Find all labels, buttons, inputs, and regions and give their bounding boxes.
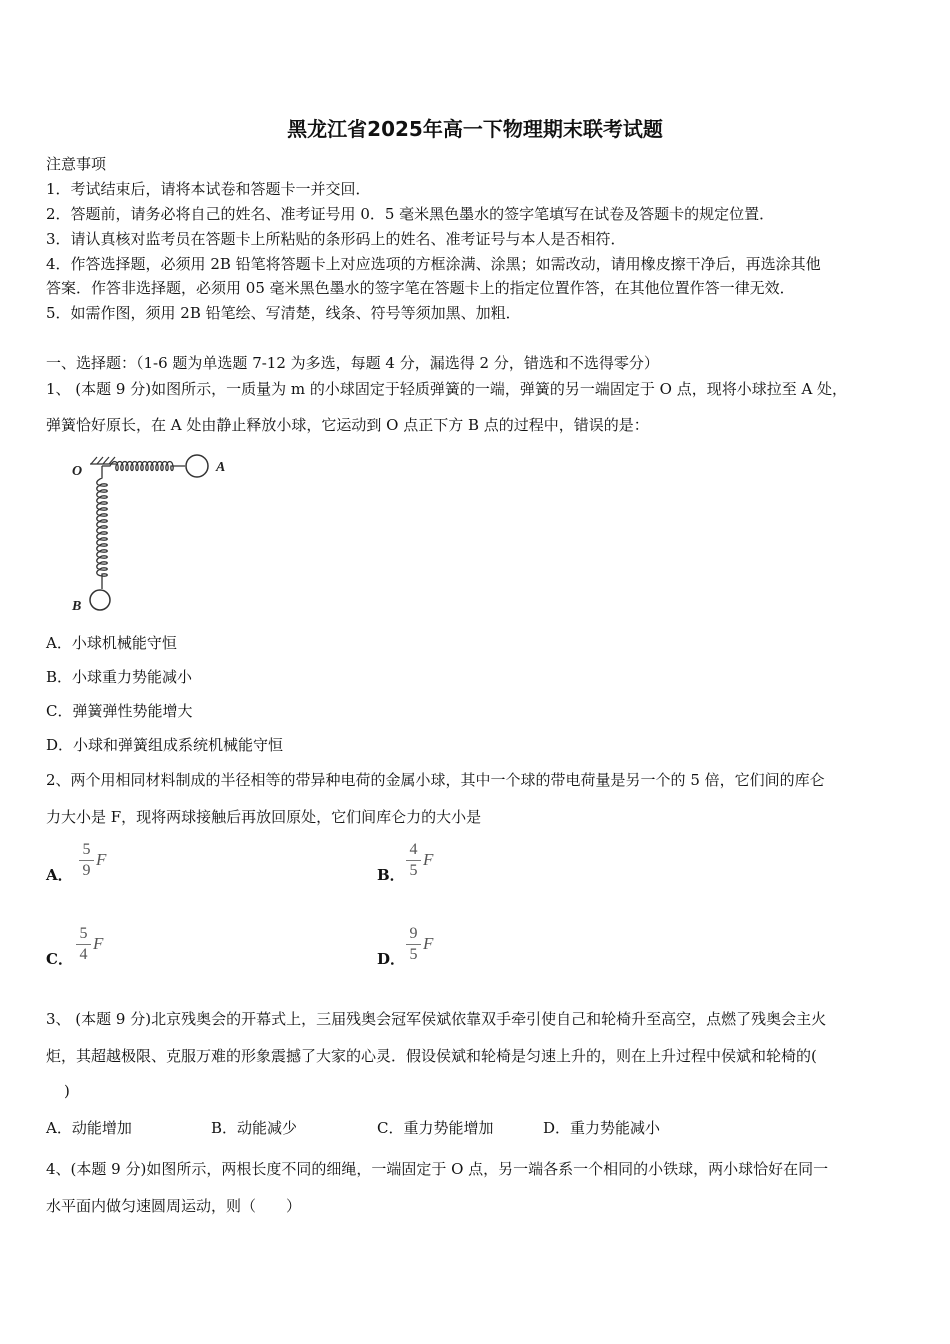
denominator: 5 bbox=[409, 946, 418, 963]
q1-option-a[interactable]: A．小球机械能守恒 bbox=[46, 634, 177, 652]
section-heading: 一、选择题：（1-6 题为单选题 7-12 为多选，每题 4 分，漏选得 2 分，错选和不选得零分） bbox=[46, 354, 659, 372]
q2-option-c-label[interactable]: C． bbox=[46, 950, 73, 968]
numerator: 9 bbox=[409, 925, 418, 942]
denominator: 5 bbox=[409, 862, 418, 879]
q4-stem-line2: 水平面内做匀速圆周运动，则（ ） bbox=[46, 1197, 302, 1215]
q2-option-a-fraction[interactable] bbox=[79, 841, 94, 880]
page-title: 黑龙江省2025年高一下物理期末联考试题 bbox=[287, 117, 663, 141]
ball-a bbox=[186, 455, 208, 477]
fraction-bar bbox=[79, 860, 94, 861]
q2-option-b-fraction[interactable] bbox=[406, 841, 421, 880]
q2-stem-line2: 力大小是 F，现将两球接触后再放回原处，它们间库仑力的大小是 bbox=[46, 808, 482, 826]
q2-stem-line1: 2、两个用相同材料制成的半径相等的带异种电荷的金属小球，其中一个球的带电荷量是另一个的 5 倍，它们间的库仑 bbox=[46, 771, 825, 789]
q1-option-c[interactable]: C．弹簧弹性势能增大 bbox=[46, 702, 193, 720]
q3-stem-line3: ) bbox=[64, 1082, 70, 1100]
horizontal-spring bbox=[102, 462, 185, 471]
q2-option-c-fraction[interactable] bbox=[76, 925, 91, 964]
label-o: O bbox=[72, 464, 83, 479]
q2-option-b-var: F bbox=[423, 850, 434, 869]
q2-option-d-label[interactable]: D． bbox=[377, 950, 406, 968]
q3-option-c[interactable]: C．重力势能增加 bbox=[377, 1119, 494, 1137]
fraction-bar bbox=[76, 944, 91, 945]
notice-item-4: 4．作答选择题，必须用 2B 铅笔将答题卡上对应选项的方框涂满、涂黑；如需改动，请用橡皮擦干净后，再选涂其他 bbox=[46, 255, 821, 273]
q4-stem-line1: 4、(本题 9 分)如图所示，两根长度不同的细绳，一端固定于 O 点，另一端各系一个相同的小铁球，两小球恰好在同一 bbox=[46, 1160, 829, 1178]
notice-item-5: 5．如需作图，须用 2B 铅笔绘、写清楚，线条、符号等须加黑、加粗． bbox=[46, 304, 521, 322]
ball-b bbox=[90, 590, 110, 610]
fraction-bar bbox=[406, 860, 421, 861]
q2-option-a-label[interactable]: A． bbox=[46, 866, 73, 884]
fraction-bar bbox=[406, 944, 421, 945]
q2-option-d-var: F bbox=[423, 934, 434, 953]
notice-heading: 注意事项 bbox=[46, 155, 107, 173]
spring-figure bbox=[60, 448, 240, 618]
label-b: B bbox=[72, 599, 82, 614]
numerator: 5 bbox=[82, 841, 91, 858]
q1-stem-line1: 1、 (本题 9 分)如图所示，一质量为 m 的小球固定于轻质弹簧的一端，弹簧的另一端固定于 O 点，现将小球拉至 A 处， bbox=[46, 380, 848, 398]
q2-option-c-var: F bbox=[93, 934, 104, 953]
notice-item-2: 2．答题前，请务必将自己的姓名、准考证号用 0．5 毫米黑色墨水的签字笔填写在试卷及答题卡的规定位置． bbox=[46, 205, 775, 223]
denominator: 4 bbox=[79, 946, 88, 963]
q2-option-d-fraction[interactable] bbox=[406, 925, 421, 964]
numerator: 4 bbox=[409, 841, 418, 858]
label-a: A bbox=[216, 460, 226, 475]
q3-option-d[interactable]: D．重力势能减小 bbox=[543, 1119, 661, 1137]
q3-stem-line2: 炬，其超越极限、克服万难的形象震撼了大家的心灵．假设侯斌和轮椅是匀速上升的，则在上升过程中侯斌和轮椅的( bbox=[46, 1047, 817, 1065]
notice-item-3: 3．请认真核对监考员在答题卡上所粘贴的条形码上的姓名、准考证号与本人是否相符． bbox=[46, 230, 626, 248]
q1-stem-line2: 弹簧恰好原长，在 A 处由静止释放小球，它运动到 O 点正下方 B 点的过程中，错误的是： bbox=[46, 416, 649, 434]
q1-option-d[interactable]: D．小球和弹簧组成系统机械能守恒 bbox=[46, 736, 284, 754]
numerator: 5 bbox=[79, 925, 88, 942]
notice-item-4-cont: 答案．作答非选择题，必须用 05 毫米黑色墨水的签字笔在答题卡上的指定位置作答，在其他位置作答一律无效． bbox=[46, 279, 795, 297]
q2-option-b-label[interactable]: B． bbox=[377, 866, 405, 884]
q3-stem-line1: 3、 (本题 9 分)北京残奥会的开幕式上，三届残奥会冠军侯斌依靠双手牵引使自己和轮椅升至高空，点燃了残奥会主火 bbox=[46, 1010, 827, 1028]
vertical-spring bbox=[97, 466, 108, 589]
q3-option-b[interactable]: B．动能减少 bbox=[211, 1119, 298, 1137]
q3-option-a[interactable]: A．动能增加 bbox=[46, 1119, 132, 1137]
q1-option-b[interactable]: B．小球重力势能减小 bbox=[46, 668, 193, 686]
notice-item-1: 1．考试结束后，请将本试卷和答题卡一并交回． bbox=[46, 180, 371, 198]
denominator: 9 bbox=[82, 862, 91, 879]
q2-option-a-var: F bbox=[96, 850, 107, 869]
